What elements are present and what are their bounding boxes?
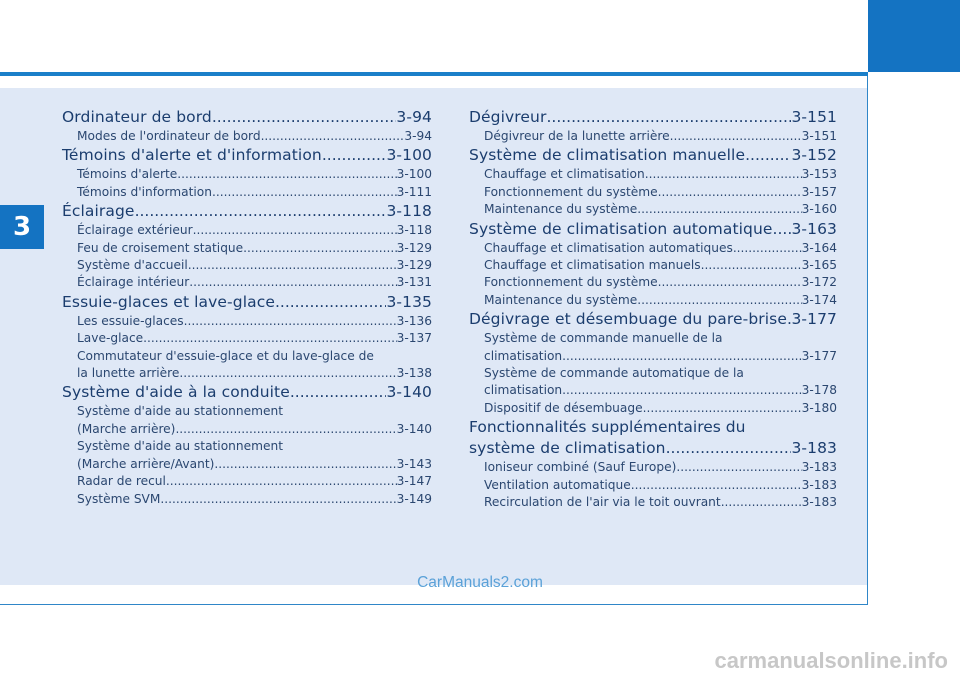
toc-entry-title: Éclairage extérieur — [77, 223, 193, 238]
dot-leader — [637, 201, 801, 218]
toc-entry-title: Chauffage et climatisation automatiques — [484, 240, 733, 255]
toc-subsection-entry[interactable] — [62, 184, 432, 201]
toc-section-entry[interactable] — [469, 145, 837, 166]
toc-page-number: 3-178 — [801, 383, 837, 398]
toc-entry-title: Essuie-glaces et lave-glace — [62, 292, 275, 311]
dot-leader — [135, 201, 387, 222]
toc-subsection-entry[interactable] — [469, 201, 837, 218]
toc-page-number: 3-152 — [791, 146, 837, 165]
chapter-tab — [868, 0, 960, 72]
toc-entry-title: Système d'accueil — [77, 258, 188, 273]
toc-entry-title: Système de climatisation manuelle — [469, 146, 746, 165]
toc-entry-title: Témoins d'alerte — [77, 167, 178, 182]
dot-leader — [212, 184, 397, 201]
dot-leader — [666, 438, 792, 459]
toc-section-entry[interactable] — [62, 292, 432, 313]
toc-section-entry[interactable] — [469, 309, 837, 330]
toc-page-number: 3-160 — [801, 202, 837, 217]
toc-entry-title: Feu de croisement statique — [77, 240, 244, 255]
toc-entry-title: Témoins d'information — [77, 184, 212, 199]
toc-entry-title: Lave-glace — [77, 331, 144, 346]
toc-entry-title: Éclairage — [62, 202, 135, 221]
toc-entry-title: Système de climatisation automatique — [469, 219, 773, 238]
toc-subsection-entry[interactable] — [62, 128, 432, 145]
toc-section-entry[interactable] — [62, 107, 432, 128]
dot-leader — [676, 459, 801, 476]
toc-entry-title: Fonctionnement du système — [484, 275, 658, 290]
dot-leader — [179, 365, 396, 382]
toc-subsection-entry[interactable] — [62, 330, 432, 347]
toc-subsection-entry[interactable] — [62, 473, 432, 490]
toc-subsection-entry[interactable] — [62, 222, 432, 239]
dot-leader — [546, 107, 791, 128]
dot-leader — [562, 348, 801, 365]
dot-leader — [184, 313, 397, 330]
dot-leader — [166, 473, 397, 490]
dot-leader — [177, 166, 396, 183]
dot-leader — [631, 477, 802, 494]
toc-page-number: 3-94 — [404, 129, 432, 143]
toc-entry-title: Système SVM — [77, 491, 161, 506]
toc-section-entry[interactable] — [62, 145, 432, 166]
toc-subsection-entry-line[interactable]: Commutateur d'essuie-glace et du lave-glace de — [77, 348, 374, 363]
toc-page-number: 3-165 — [801, 258, 837, 273]
toc-subsection-entry[interactable] — [62, 274, 432, 291]
toc-entry-title: Chauffage et climatisation manuels — [484, 258, 701, 273]
dot-leader — [212, 107, 397, 128]
toc-page-number: 3-94 — [396, 108, 432, 126]
dot-leader — [175, 421, 396, 438]
toc-entry-title: Dégivreur de la lunette arrière — [484, 129, 670, 143]
dot-leader — [160, 491, 396, 508]
toc-page-number: 3-140 — [396, 421, 432, 436]
toc-entry-title: Maintenance du système — [484, 292, 638, 307]
dot-leader — [701, 257, 802, 274]
toc-left-column — [62, 107, 432, 508]
toc-page-number: 3-131 — [396, 275, 432, 290]
dot-leader — [670, 128, 802, 145]
toc-subsection-entry[interactable] — [62, 166, 432, 183]
toc-page-number: 3-183 — [801, 477, 837, 492]
toc-page-number: 3-147 — [396, 474, 432, 489]
dot-leader — [189, 274, 396, 291]
toc-subsection-entry-line[interactable]: Système d'aide au stationnement — [77, 439, 283, 454]
toc-subsection-entry[interactable] — [469, 382, 837, 399]
toc-page-number: 3-140 — [386, 383, 432, 402]
toc-page-number: 3-135 — [386, 292, 432, 311]
toc-page-number: 3-163 — [791, 219, 837, 238]
toc-section-entry[interactable] — [469, 107, 837, 128]
toc-section-entry-line[interactable]: Fonctionnalités supplémentaires du — [469, 418, 746, 437]
toc-subsection-entry-line[interactable]: Système de commande automatique de la — [484, 366, 744, 381]
dot-leader — [275, 292, 386, 313]
toc-entry-title: Dégivrage et désembuage du pare-brise — [469, 310, 787, 329]
toc-entry-title: Ventilation automatique — [484, 477, 631, 492]
toc-entry-title: Chauffage et climatisation — [484, 167, 645, 182]
toc-page-number: 3-180 — [801, 400, 837, 415]
toc-entry-title: climatisation — [484, 348, 563, 363]
toc-entry-title: Ioniseur combiné (Sauf Europe) — [484, 460, 677, 475]
toc-subsection-entry-line[interactable]: Système de commande manuelle de la — [484, 331, 723, 346]
toc-subsection-entry[interactable] — [469, 459, 837, 476]
toc-subsection-entry[interactable] — [62, 365, 432, 382]
toc-subsection-entry[interactable] — [62, 491, 432, 508]
toc-entry-title: Radar de recul — [77, 474, 166, 489]
toc-subsection-entry[interactable] — [469, 477, 837, 494]
toc-page-number: 3-138 — [396, 366, 432, 381]
dot-leader — [658, 274, 802, 291]
toc-entry-title: la lunette arrière — [77, 366, 180, 381]
toc-subsection-entry[interactable] — [469, 128, 837, 145]
toc-entry-title: Fonctionnement du système — [484, 184, 658, 199]
toc-page-number: 3-143 — [396, 456, 432, 471]
dot-leader — [243, 240, 396, 257]
dot-leader — [721, 494, 802, 511]
toc-subsection-entry[interactable] — [62, 456, 432, 473]
toc-subsection-entry[interactable] — [62, 257, 432, 274]
toc-subsection-entry[interactable] — [469, 400, 837, 417]
dot-leader — [658, 184, 802, 201]
toc-page-number: 3-174 — [801, 292, 837, 307]
dot-leader — [773, 219, 792, 240]
dot-leader — [214, 456, 396, 473]
dot-leader — [645, 166, 802, 183]
toc-page-number: 3-164 — [801, 240, 837, 255]
toc-page-number: 3-153 — [801, 167, 837, 182]
toc-entry-title: Recirculation de l'air via le toit ouvrant — [484, 495, 721, 510]
toc-subsection-entry[interactable] — [62, 421, 432, 438]
dot-leader — [562, 382, 801, 399]
toc-page-number: 3-177 — [801, 348, 837, 363]
toc-page-number: 3-183 — [801, 495, 837, 510]
watermark-carmanualsonline: carmanualsonline.info — [714, 648, 948, 673]
toc-page-number: 3-129 — [396, 240, 432, 255]
dot-leader — [745, 145, 791, 166]
toc-entry-title: Modes de l'ordinateur de bord — [77, 129, 261, 143]
toc-entry-title: Témoins d'alerte et d'information — [62, 146, 322, 165]
dot-leader — [290, 382, 387, 403]
toc-subsection-entry[interactable] — [469, 184, 837, 201]
toc-page-number: 3-183 — [791, 439, 837, 458]
toc-page-number: 3-129 — [396, 258, 432, 273]
toc-entry-title: (Marche arrière/Avant) — [77, 456, 215, 471]
toc-entry-title: climatisation — [484, 383, 563, 398]
toc-subsection-entry[interactable] — [62, 313, 432, 330]
toc-page-number: 3-111 — [396, 184, 432, 199]
toc-entry-title: Ordinateur de bord — [62, 108, 212, 126]
header-rule — [0, 72, 868, 76]
dot-leader — [733, 240, 802, 257]
toc-page-number: 3-157 — [801, 184, 837, 199]
dot-leader — [322, 145, 387, 166]
toc-page-number: 3-100 — [386, 146, 432, 165]
toc-subsection-entry-line[interactable]: Système d'aide au stationnement — [77, 404, 283, 419]
toc-right-column — [469, 107, 837, 512]
toc-page-number: 3-151 — [801, 129, 837, 143]
toc-subsection-entry[interactable] — [469, 166, 837, 183]
dot-leader — [143, 330, 396, 347]
toc-subsection-entry[interactable] — [469, 240, 837, 257]
toc-entry-title: système de climatisation — [469, 439, 666, 458]
toc-entry-title: Dégivreur — [469, 108, 547, 126]
toc-page-number: 3-136 — [396, 313, 432, 328]
toc-section-entry[interactable] — [469, 438, 837, 459]
footer-rule — [0, 604, 868, 605]
side-divider — [867, 76, 868, 605]
dot-leader — [261, 128, 405, 145]
chapter-number-badge: 3 — [0, 205, 44, 249]
dot-leader — [193, 222, 397, 239]
toc-page-number: 3-183 — [801, 460, 837, 475]
toc-entry-title: (Marche arrière) — [77, 421, 176, 436]
toc-page-number: 3-172 — [801, 275, 837, 290]
dot-leader — [188, 257, 397, 274]
toc-entry-title: Dispositif de désembuage — [484, 400, 643, 415]
toc-subsection-entry[interactable] — [469, 494, 837, 511]
dot-leader — [637, 292, 801, 309]
toc-page-number: 3-118 — [396, 223, 432, 238]
toc-subsection-entry[interactable] — [469, 348, 837, 365]
toc-entry-title: Système d'aide à la conduite — [62, 383, 290, 402]
toc-entry-title: Éclairage intérieur — [77, 275, 190, 290]
toc-subsection-entry[interactable] — [469, 274, 837, 291]
toc-page-number: 3-151 — [791, 108, 837, 126]
toc-subsection-entry[interactable] — [62, 240, 432, 257]
toc-page-number: 3-177 — [791, 310, 837, 329]
toc-subsection-entry[interactable] — [469, 257, 837, 274]
toc-section-entry[interactable] — [469, 219, 837, 240]
toc-page-number: 3-149 — [396, 491, 432, 506]
toc-section-entry[interactable] — [62, 201, 432, 222]
toc-page-number: 3-118 — [386, 202, 432, 221]
toc-page-number: 3-100 — [396, 167, 432, 182]
dot-leader — [643, 400, 802, 417]
toc-entry-title: Les essuie-glaces — [77, 313, 184, 328]
toc-page-number: 3-137 — [396, 331, 432, 346]
watermark-carmanuals2[interactable]: CarManuals2.com — [417, 574, 543, 591]
toc-entry-title: Maintenance du système — [484, 202, 638, 217]
toc-section-entry[interactable] — [62, 382, 432, 403]
toc-subsection-entry[interactable] — [469, 292, 837, 309]
